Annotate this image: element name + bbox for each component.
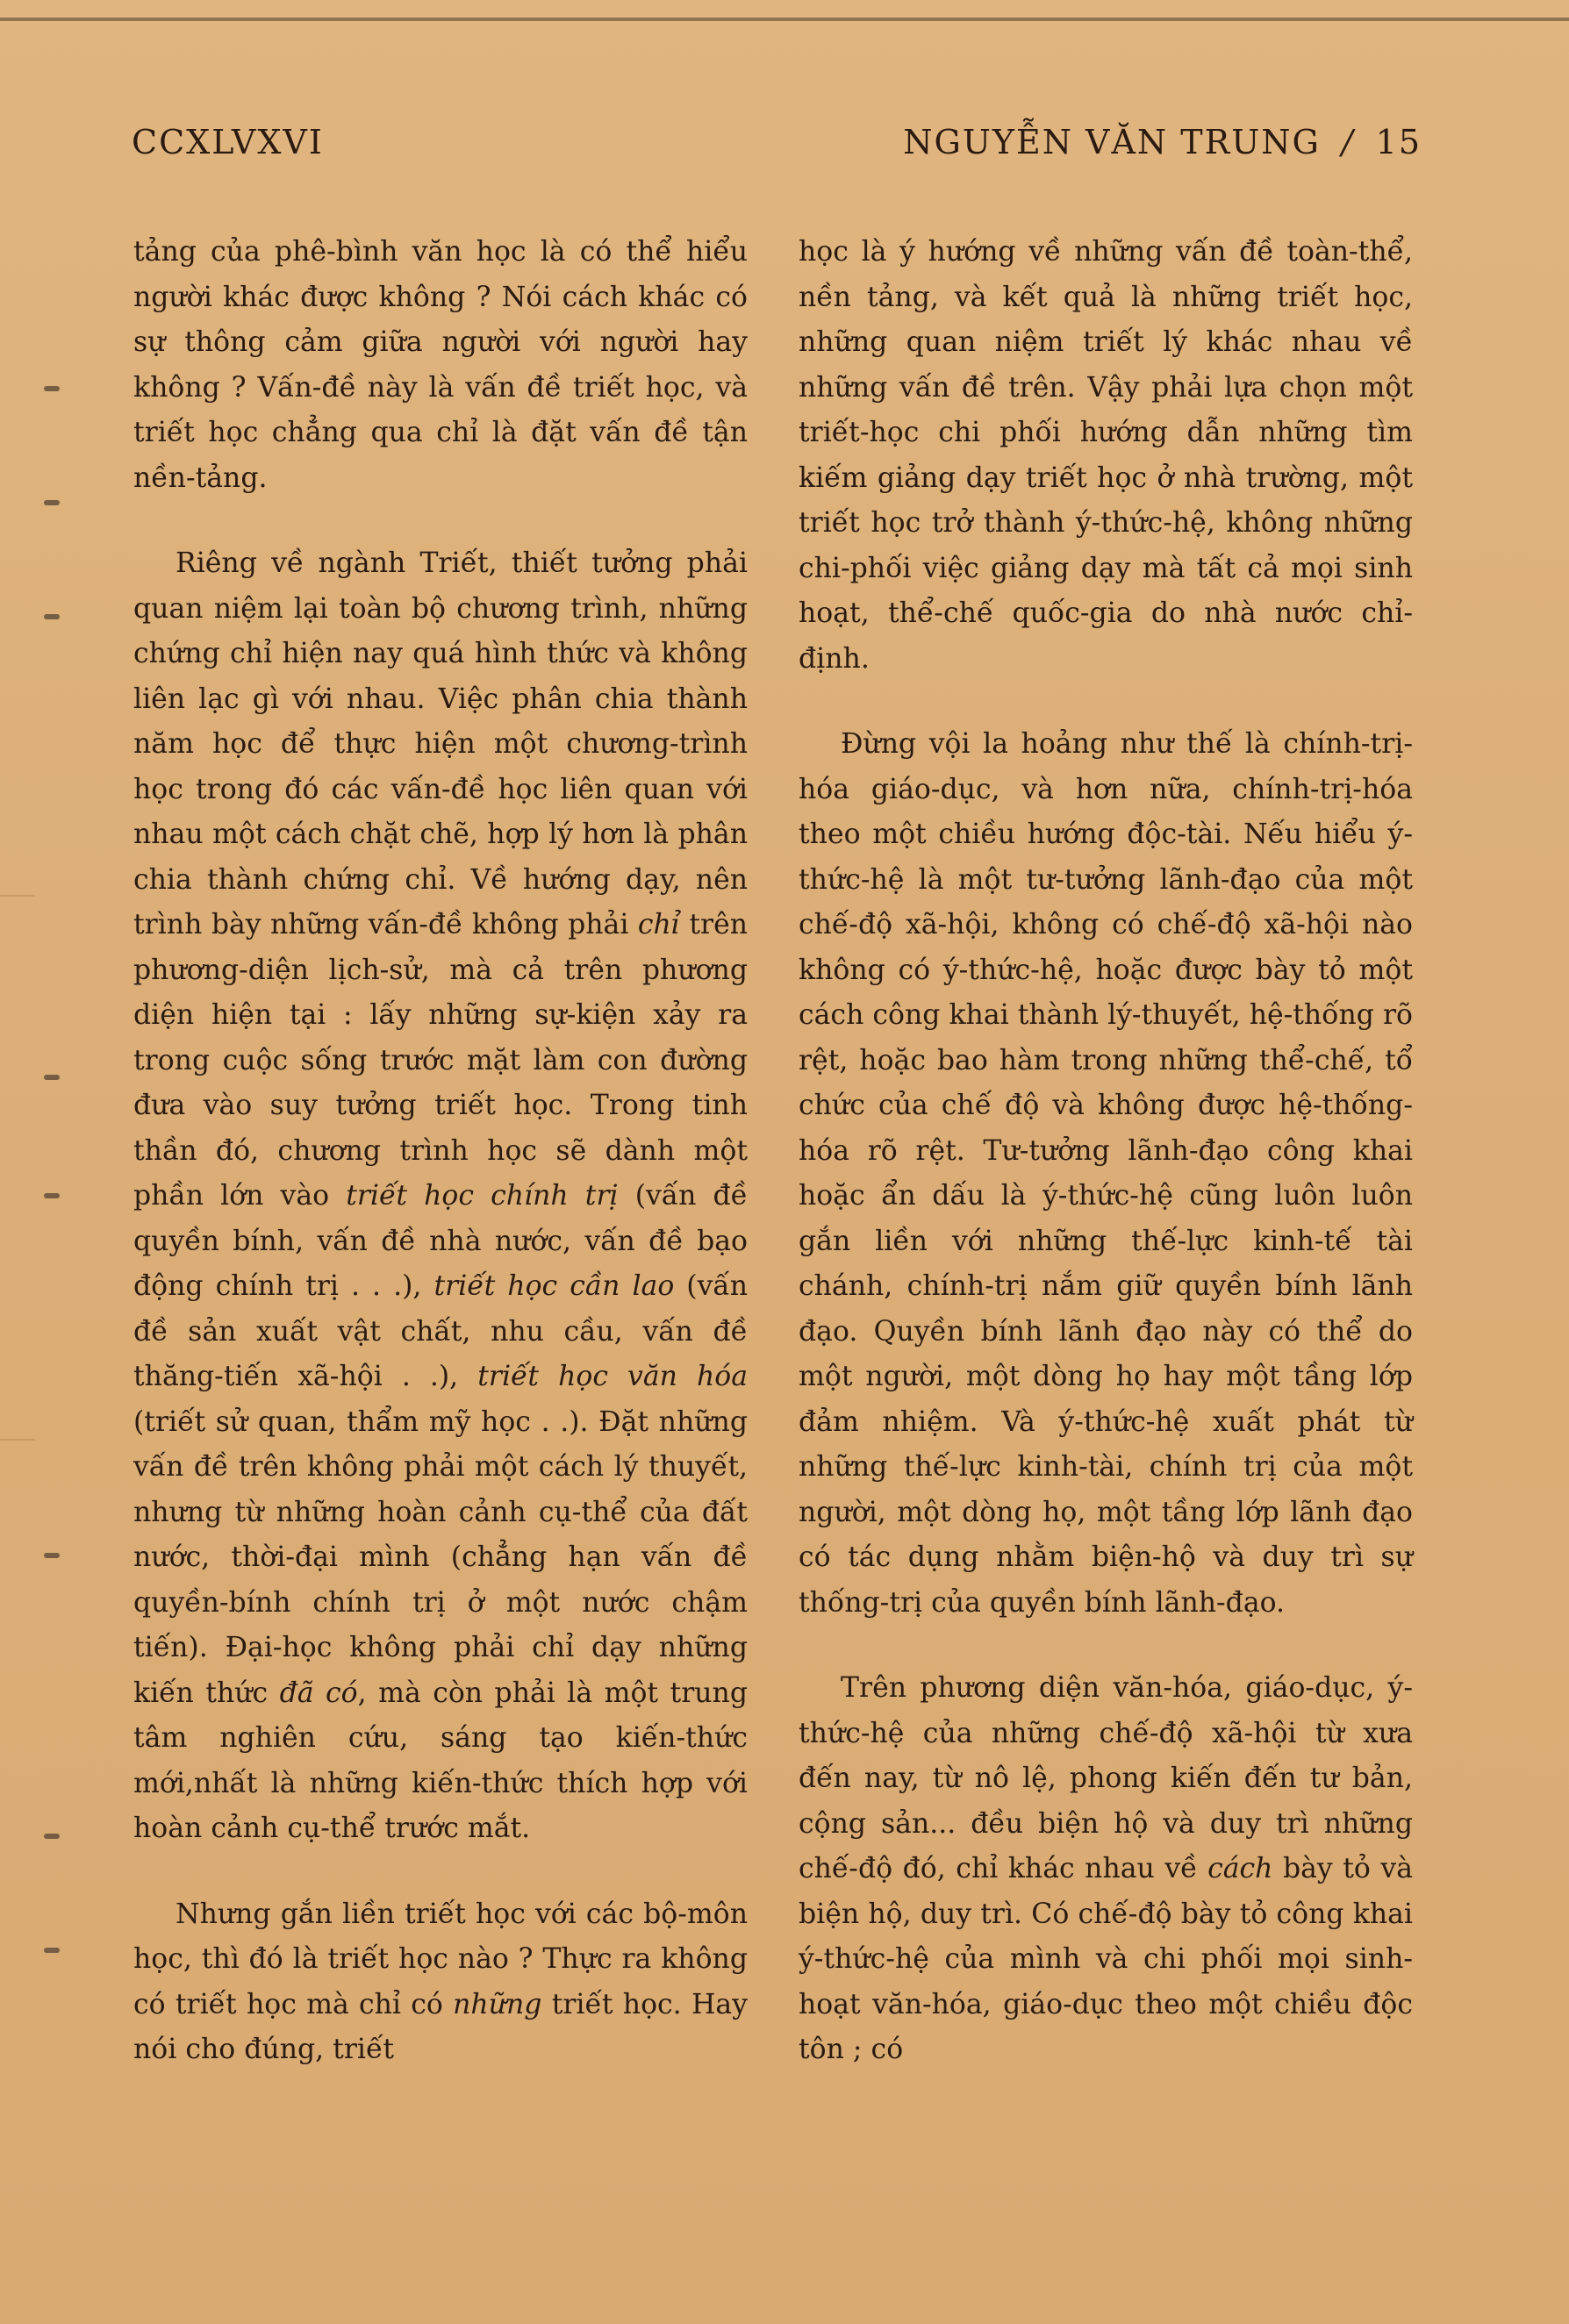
paragraph xyxy=(799,1666,1413,2073)
page-number: 15 xyxy=(1375,123,1422,161)
italic-text: triết học cần lao xyxy=(433,1270,675,1302)
header-code: CCXLVXVI xyxy=(132,123,324,161)
text-run: trên phương-diện lịch-sử, mà cả trên phương diện hiện tại : lấy những sự-kiện xảy ra trong cuộc sống trước mặt làm con đường đưa vào suy tưởng triết học. Trong tinh thần đó, chương trình học sẽ dành một phần lớn vào xyxy=(133,909,748,1212)
header-separator: / xyxy=(1341,123,1355,161)
paragraph xyxy=(799,230,1413,682)
text-run: , mà còn phải là một trung tâm nghiên cứu, sáng tạo kiến-thức mới,nhất là những kiến-thức thích hợp với hoàn cảnh cụ-thể trước mắt. xyxy=(133,1677,748,1844)
binding-hole-mark xyxy=(44,1948,60,1953)
top-edge-rule xyxy=(0,18,1569,21)
text-run: triết học. Hay nói cho đúng, triết xyxy=(133,1988,748,2065)
text-run: (triết sử quan, thẩm mỹ học . .). Đặt những vấn đề trên không phải một cách lý thuyết, nhưng từ những hoàn cảnh cụ-thể của đất nước, thời-đại mình (chẳng hạn vấn đề quyền-bính chính trị ở một nước chậm tiến). Đại-học không phải chỉ dạy những kiến thức xyxy=(133,1405,748,1709)
italic-text: đã có xyxy=(279,1677,358,1709)
paragraph xyxy=(133,1892,748,2073)
text-run: học là ý hướng về những vấn đề toàn-thể, nền tảng, và kết quả là những triết học, những quan niệm triết lý khác nhau về những vấn đề trên. Vậy phải lựa chọn một triết-học chi phối hướng dẫn những tìm kiếm giảng dạy triết học ở nhà trường, một triết học trở thành ý-thức-hệ, không những chi-phối việc giảng dạy mà tất cả mọi sinh hoạt, thể-chế quốc-gia do nhà nước chỉ-định. xyxy=(799,236,1413,675)
italic-text: triết học chính trị xyxy=(346,1180,619,1212)
binding-hole-mark xyxy=(44,1553,60,1558)
text-run: Riêng về ngành Triết, thiết tưởng phải quan niệm lại toàn bộ chương trình, những chứng chỉ hiện nay quá hình thức và không liên lạc gì với nhau. Việc phân chia thành năm học để thực hiện một chương-trình học trong đó các vấn-đề học liên quan với nhau một cách chặt chẽ, hợp lý hơn là phân chia thành chứng chỉ. Về hướng dạy, nên trình bày những vấn-đề không phải xyxy=(133,547,748,940)
text-run: bày tỏ và biện hộ, duy trì. Có chế-độ bày tỏ công khai ý-thức-hệ của mình và chi phối mọi sinh-hoạt văn-hóa, giáo-dục theo một chiều độc tôn ; có xyxy=(799,1853,1413,2065)
text-run: Nhưng gắn liền triết học với các bộ-môn học, thì đó là triết học nào ? Thực ra không có triết học mà chỉ có xyxy=(133,1898,748,2020)
running-header xyxy=(132,123,1422,184)
page-crease xyxy=(0,1439,35,1441)
italic-text: những xyxy=(453,1988,542,2020)
header-author: NGUYỄN VĂN TRUNG xyxy=(903,123,1321,161)
italic-text: triết học văn hóa xyxy=(477,1361,748,1392)
right-text-column xyxy=(799,230,1413,2113)
page-crease xyxy=(0,895,35,897)
binding-hole-mark xyxy=(44,1075,60,1080)
header-right xyxy=(903,123,1422,161)
binding-hole-mark xyxy=(44,500,60,505)
italic-text: cách xyxy=(1207,1853,1273,1884)
binding-hole-mark xyxy=(44,386,60,391)
text-run: (vấn đề sản xuất vật chất, nhu cầu, vấn đề thăng-tiến xã-hội . .), xyxy=(133,1270,748,1392)
left-text-column xyxy=(133,230,748,2113)
paragraph xyxy=(799,722,1413,1626)
text-run: (vấn đề quyền bính, vấn đề nhà nước, vấn đề bạo động chính trị . . .), xyxy=(133,1180,749,1302)
italic-text: chỉ xyxy=(637,909,680,940)
paragraph xyxy=(133,541,748,1852)
paragraph xyxy=(133,230,748,501)
binding-hole-mark xyxy=(44,1834,60,1839)
text-run: Trên phương diện văn-hóa, giáo-dục, ý-thức-hệ của những chế-độ xã-hội từ xưa đến nay, từ nô lệ, phong kiến đến tư bản, cộng sản... đều biện hộ và duy trì những chế-độ đó, chỉ khác nhau về xyxy=(799,1672,1413,1884)
text-run: tảng của phê-bình văn học là có thể hiểu người khác được không ? Nói cách khác có sự thông cảm giữa người với người hay không ? Vấn-đề này là vấn đề triết học, và triết học chẳng qua chỉ là đặt vấn đề tận nền-tảng. xyxy=(133,236,748,494)
binding-hole-mark xyxy=(44,614,60,619)
binding-hole-mark xyxy=(44,1193,60,1198)
text-run: Đừng vội la hoảng như thế là chính-trị-hóa giáo-dục, và hơn nữa, chính-trị-hóa theo một chiều hướng độc-tài. Nếu hiểu ý-thức-hệ là một tư-tưởng lãnh-đạo của một chế-độ xã-hội, không có chế-độ xã-hội nào không có ý-thức-hệ, hoặc được bày tỏ một cách công khai thành lý-thuyết, hệ-thống rõ rệt, hoặc bao hàm trong những thể-chế, tổ chức của chế độ và không được hệ-thống-hóa rõ rệt. Tư-tưởng lãnh-đạo công khai hoặc ẩn dấu là ý-thức-hệ cũng luôn luôn gắn liền với những thế-lực kinh-tế tài chánh, chính-trị nắm giữ quyền bính lãnh đạo. Quyền bính lãnh đạo này có thể do một người, một dòng họ hay một tầng lớp đảm nhiệm. Và ý-thức-hệ xuất phát từ những thế-lực kinh-tài, chính trị của một người, một dòng họ, một tầng lớp lãnh đạo có tác dụng nhằm biện-hộ và duy trì sự thống-trị của quyền bính lãnh-đạo. xyxy=(799,728,1413,1619)
